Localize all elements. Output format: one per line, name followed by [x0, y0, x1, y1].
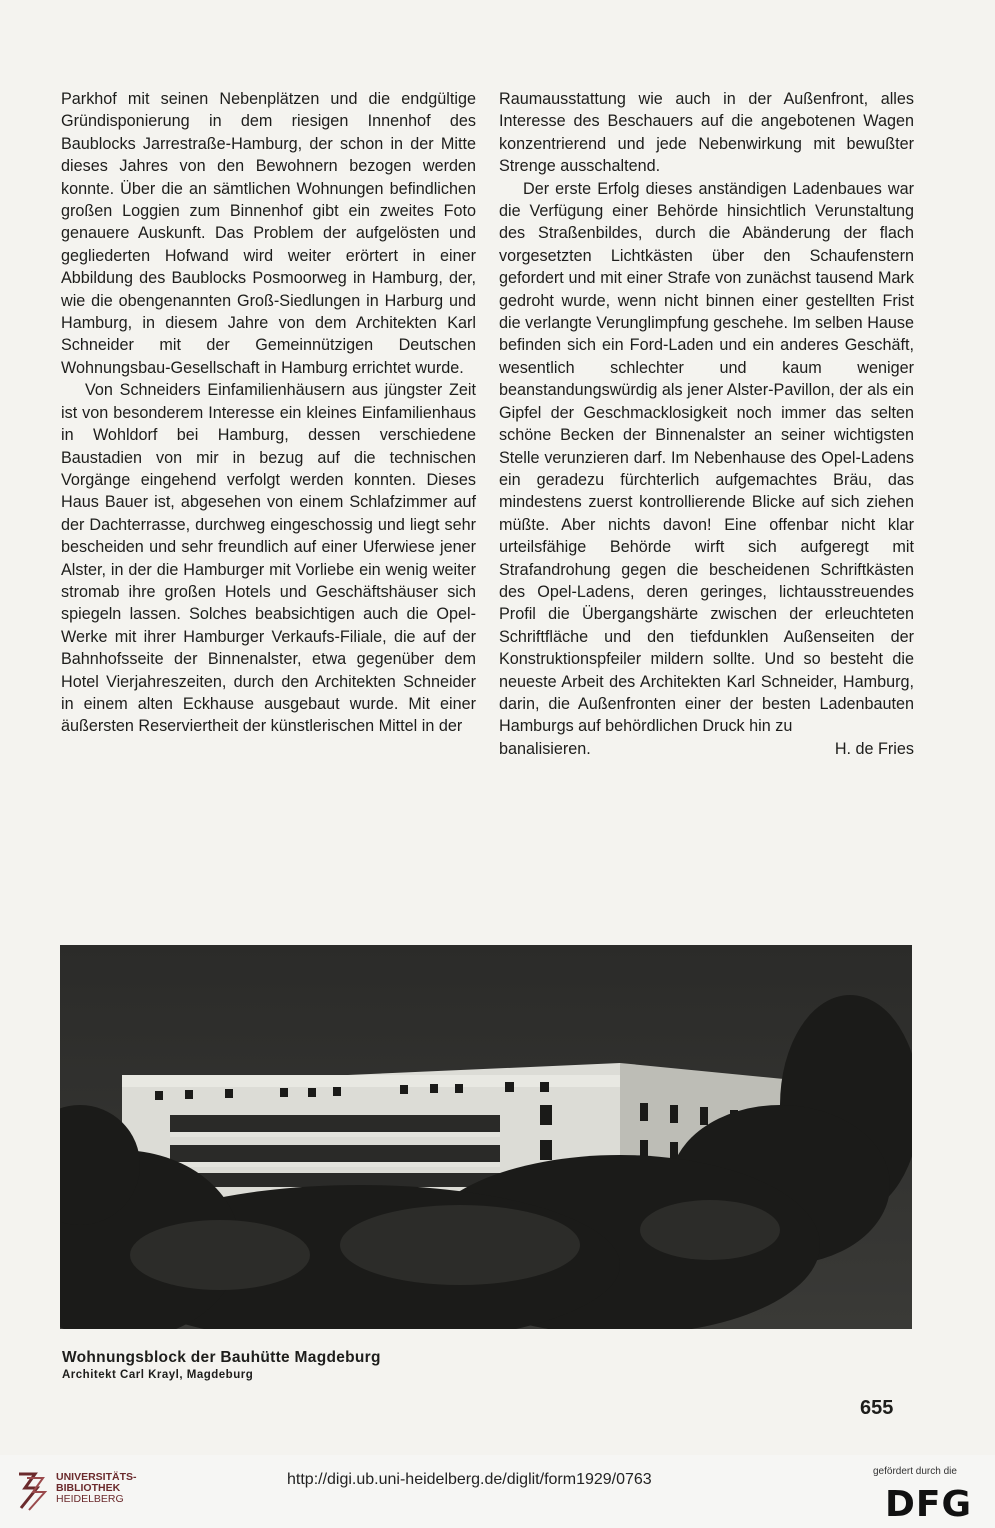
caption-credit: Architekt Carl Krayl, Magdeburg — [62, 1369, 254, 1381]
text-column-right — [499, 88, 914, 760]
page-number: 655 — [860, 1397, 894, 1419]
paragraph: Von Schneiders Einfamilienhäusern aus jüngster Zeit ist von besonderem Interesse ein kleines Einfamilienhaus in Wohldorf bei Hamburg, dessen verschiedene Baustadien von mir in bezug auf die technischen Vorgänge eingehend verfolgt werden konnten. Dieses Haus Bauer ist, abgesehen von einem Schlafzimmer auf der Dachterrasse, durchweg eingeschossig und liegt sehr bescheiden und sehr freundlich auf einer Uferwiese jener Alster, in der die Hamburger mit Vorliebe ein wenig weiter stromab ihre großen Hotels und Geschäftshäuser sich spiegeln lassen. Solches beabsichtigen auch die Opel-Werke mit ihrer Hamburger Verkaufs-Filiale, die auf der Bahnhofsseite der Binnenalster, etwa gegenüber dem Hotel Vierjahreszeiten, durch den Architekten Schneider in einem alten Eckhause ausgebaut wurde. Mit einer äußersten Reserviertheit der künstlerischen Mittel in der — [61, 381, 476, 736]
caption-title: Wohnungsblock der Bauhütte Magdeburg — [62, 1349, 381, 1366]
closing-line — [499, 738, 914, 760]
last-word: banalisieren. — [499, 739, 591, 758]
source-url-link[interactable]: http://digi.ub.uni-heidelberg.de/diglit/form1929/0763 — [287, 1471, 652, 1488]
digitization-footer — [0, 1455, 995, 1528]
paragraph: Parkhof mit seinen Nebenplätzen und die endgültige Gründisponierung in dem riesigen Innenhof des Baublocks Jarrestraße-Hamburg, der schon in der Mitte dieses Jahres von den Bewohnern bezogen werden konnte. Über die an sämtlichen Wohnungen befindlichen großen Loggien zum Binnenhof gibt ein zweites Foto genauere Auskunft. Das Problem der aufgelösten und gegliederten Hofwand wird weiter erörtert in einer Abbildung des Baublocks Posmoorweg in Hamburg, der, wie die obengenannten Groß-Siedlungen in Harburg und Hamburg, in diesem Jahre von dem Architekten Karl Schneider mit der Gemeinnützigen Deutschen Wohnungsbau-Gesellschaft in Hamburg errichtet wurde. — [61, 90, 476, 377]
dfg-logo: DFG — [885, 1484, 973, 1525]
library-name: UNIVERSITÄTS- BIBLIOTHEK HEIDELBERG — [56, 1471, 137, 1505]
author-signature: H. de Fries — [834, 739, 914, 758]
photo-illustration — [60, 945, 912, 1329]
library-logo-icon — [13, 1468, 51, 1512]
paragraph: Der erste Erfolg dieses anständigen Ladenbaues war die Verfügung einer Behörde hinsichtlich Verunstaltung des Straßenbildes, durch die Abänderung der flach vorgesetzten Lichtkästen über den Schaufenstern gefordert und mit einer Strafe von zunächst tausend Mark gedroht wurde, wenn nicht binnen einer gestellten Frist die verlangte Verunglimpfung geschehe. Im selben Hause befinden sich ein Ford-Laden und ein anderes Geschäft, wesentlich schlechter und kaum weniger beanstandungswürdig als jener Alster-Pavillon, der als ein Gipfel der Geschmacklosigkeit noch immer das selten schöne Becken der Binnenalster an seiner wichtigsten Stelle verunzieren darf. Im Nebenhause des Opel-Ladens ein geradezu fürchterlich aufgemachtes Bräu, das mindestens zuerst kontrollierende Blicke auf sich ziehen müßte. Aber nichts davon! Eine offenbar nicht klar urteilsfähige Behörde wirft sich aufgeregt mit Strafandrohung gegen die bescheidenen Schriftkästen des Opel-Ladens, deren geringes, lichtausstreuendes Profil die Übergangshärte zwischen der erleuchteten Schriftfläche und den tiefdunklen Außenseiten der Konstruktionspfeiler mildern sollte. Und so besteht die neueste Arbeit des Architekten Karl Schneider, Hamburg, darin, die Außenfronten einer der besten Ladenbauten Hamburgs auf behördlichen Druck hin zu — [499, 179, 914, 736]
text-column-left — [61, 88, 476, 738]
funding-note: gefördert durch die — [873, 1466, 957, 1477]
building-photograph — [60, 945, 912, 1329]
paragraph: Raumausstattung wie auch in der Außenfront, alles Interesse des Beschauers auf die angebotenen Wagen konzentrierend und jede Nebenwirkung mit bewußter Strenge ausschaltend. — [499, 90, 914, 176]
figure-caption — [62, 1349, 381, 1381]
